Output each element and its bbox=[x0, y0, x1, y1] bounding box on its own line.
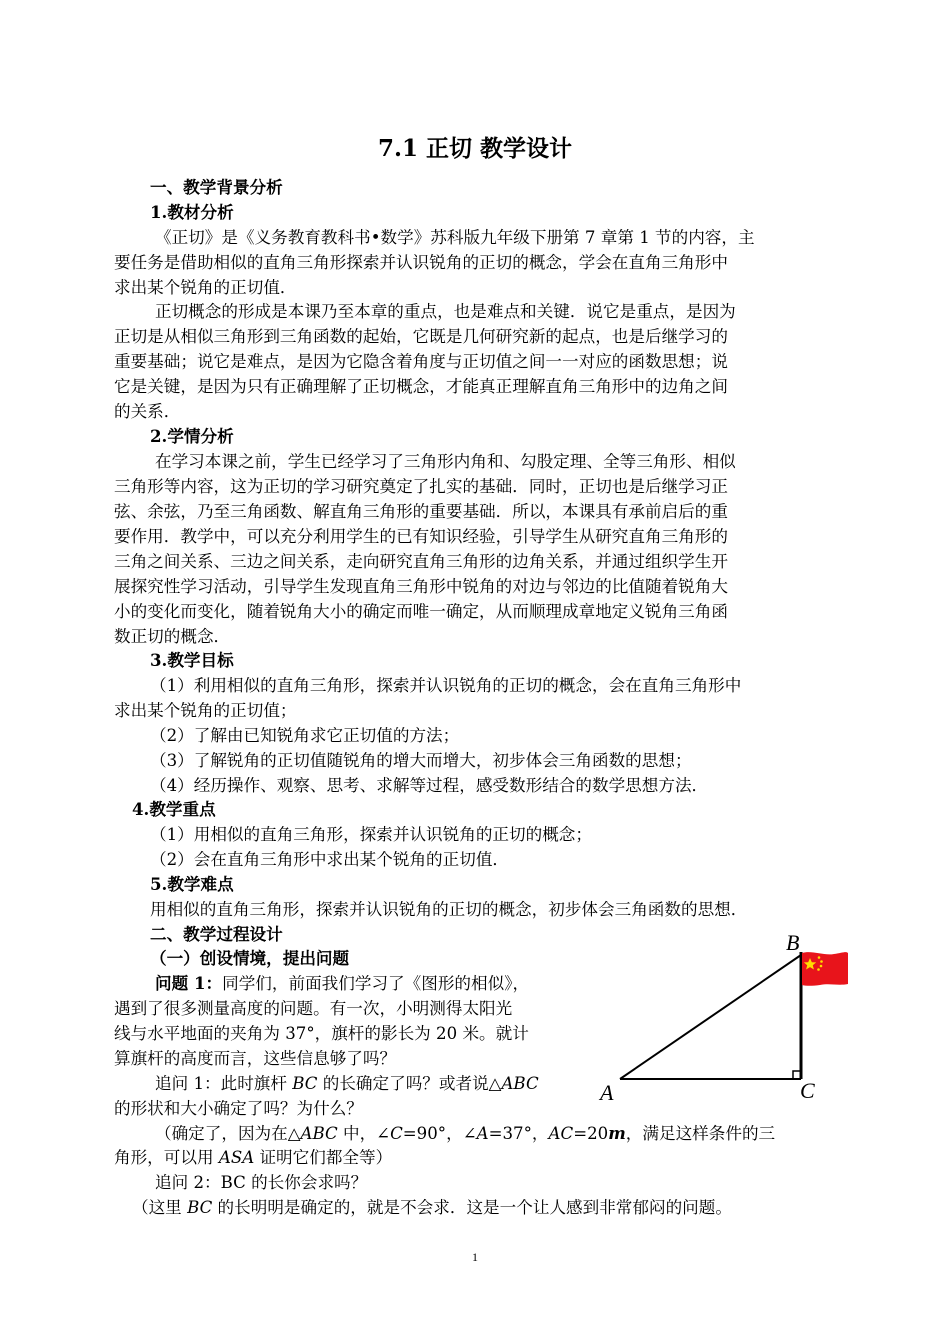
answer-2: （这里 BC 的长明明是确定的，就是不会求．这是一个让人感到非常郁闷的问题。 bbox=[132, 1198, 732, 1217]
answer-1: （确定了，因为在△ABC 中，∠C=90°，∠A=37°，AC=20m，满足这样条件的三 bbox=[155, 1123, 776, 1143]
flag bbox=[802, 952, 848, 986]
paragraph-line: 正切概念的形成是本课乃至本章的重点，也是难点和关键．说它是重点，是因为 bbox=[155, 302, 736, 321]
answer-1-cont: 角形，可以用 ASA 证明它们都全等） bbox=[114, 1148, 393, 1167]
vertex-label-b: B bbox=[786, 930, 800, 955]
paragraph-line: 三角形等内容，这为正切的学习研究奠定了扎实的基础．同时，正切也是后继学习正 bbox=[114, 477, 728, 496]
follow-up-1: 追问 1：此时旗杆 BC 的长确定了吗？或者说△ABC bbox=[155, 1074, 539, 1093]
follow-up-2: 追问 2：BC 的长你会求吗？ bbox=[155, 1173, 368, 1192]
focus-line: （2）会在直角三角形中求出某个锐角的正切值． bbox=[150, 850, 510, 869]
subheading-focus: 4.教学重点 bbox=[132, 799, 216, 819]
paragraph-line: 要任务是借助相似的直角三角形探索并认识锐角的正切的概念，学会在直角三角形中 bbox=[114, 253, 728, 272]
paragraph-line: 的关系． bbox=[114, 402, 181, 421]
difficulty-line: 用相似的直角三角形，探索并认识锐角的正切的概念，初步体会三角函数的思想． bbox=[150, 900, 748, 919]
subheading-difficulty: 5.教学难点 bbox=[150, 874, 234, 894]
subheading-students: 2.学情分析 bbox=[150, 426, 234, 446]
subheading-goals: 3.教学目标 bbox=[150, 650, 234, 670]
subheading-situation: （一）创设情境，提出问题 bbox=[150, 948, 350, 968]
sunlight-line bbox=[620, 955, 801, 1079]
vertex-label-c: C bbox=[800, 1078, 815, 1103]
page-title: 7.1 正切 教学设计 bbox=[377, 135, 573, 162]
paragraph-line: 小的变化而变化，随着锐角大小的确定而唯一确定，从而顺理成章地定义锐角三角函 bbox=[114, 602, 728, 621]
question-1-label: 问题 1： bbox=[155, 973, 223, 993]
paragraph-line: 求出某个锐角的正切值． bbox=[114, 278, 297, 297]
paragraph-line: 《正切》是《义务教育教科书•数学》苏科版九年级下册第 7 章第 1 节的内容，主 bbox=[155, 228, 755, 247]
page-number: 1 bbox=[472, 1250, 478, 1264]
paragraph-line: 它是关键，是因为只有正确理解了正切概念，才能真正理解直角三角形中的边角之间 bbox=[114, 377, 728, 396]
goal-line: 求出某个锐角的正切值； bbox=[114, 701, 297, 720]
triangle-flagpole-figure bbox=[590, 928, 855, 1108]
paragraph-line: 重要基础；说它是难点，是因为它隐含着角度与正切值之间一一对应的函数思想；说 bbox=[114, 352, 728, 371]
goal-line: （2）了解由已知锐角求它正切值的方法； bbox=[150, 726, 460, 745]
goal-line: （4）经历操作、观察、思考、求解等过程，感受数形结合的数学思想方法． bbox=[150, 776, 709, 795]
paragraph-line: 要作用．教学中，可以充分利用学生的已有知识经验，引导学生从研究直角三角形的 bbox=[114, 527, 728, 546]
section-heading-2: 二、教学过程设计 bbox=[150, 924, 283, 944]
follow-up-1-cont: 的形状和大小确定了吗？为什么？ bbox=[114, 1099, 363, 1118]
vertex-label-a: A bbox=[600, 1080, 614, 1105]
subheading-material: 1.教材分析 bbox=[150, 202, 234, 222]
goal-line: （1）利用相似的直角三角形，探索并认识锐角的正切的概念，会在直角三角形中 bbox=[150, 676, 742, 695]
paragraph-line: 数正切的概念． bbox=[114, 627, 231, 646]
question-1-line: 算旗杆的高度而言，这些信息够了吗？ bbox=[114, 1049, 397, 1068]
paragraph-line: 在学习本课之前，学生已经学习了三角形内角和、勾股定理、全等三角形、相似 bbox=[155, 452, 736, 471]
paragraph-line: 正切是从相似三角形到三角函数的起始，它既是几何研究新的起点，也是后继学习的 bbox=[114, 327, 728, 346]
paragraph-line: 展探究性学习活动，引导学生发现直角三角形中锐角的对边与邻边的比值随着锐角大 bbox=[114, 577, 728, 596]
paragraph-line: 弦、余弦，乃至三角函数、解直角三角形的重要基础．所以，本课具有承前启后的重 bbox=[114, 502, 728, 521]
section-heading-1: 一、教学背景分析 bbox=[150, 177, 283, 197]
question-1-line: 问题 1：同学们，前面我们学习了《图形的相似》， bbox=[155, 973, 530, 993]
question-1-line: 遇到了很多测量高度的问题。有一次，小明测得太阳光 bbox=[114, 999, 513, 1018]
goal-line: （3）了解锐角的正切值随锐角的增大而增大，初步体会三角函数的思想； bbox=[150, 751, 692, 770]
paragraph-line: 三角之间关系、三边之间关系，走向研究直角三角形的边角关系，并通过组织学生开 bbox=[114, 552, 728, 571]
question-1-line: 线与水平地面的夹角为 37°，旗杆的影长为 20 米。就计 bbox=[114, 1024, 529, 1043]
focus-line: （1）用相似的直角三角形，探索并认识锐角的正切的概念； bbox=[150, 825, 592, 844]
